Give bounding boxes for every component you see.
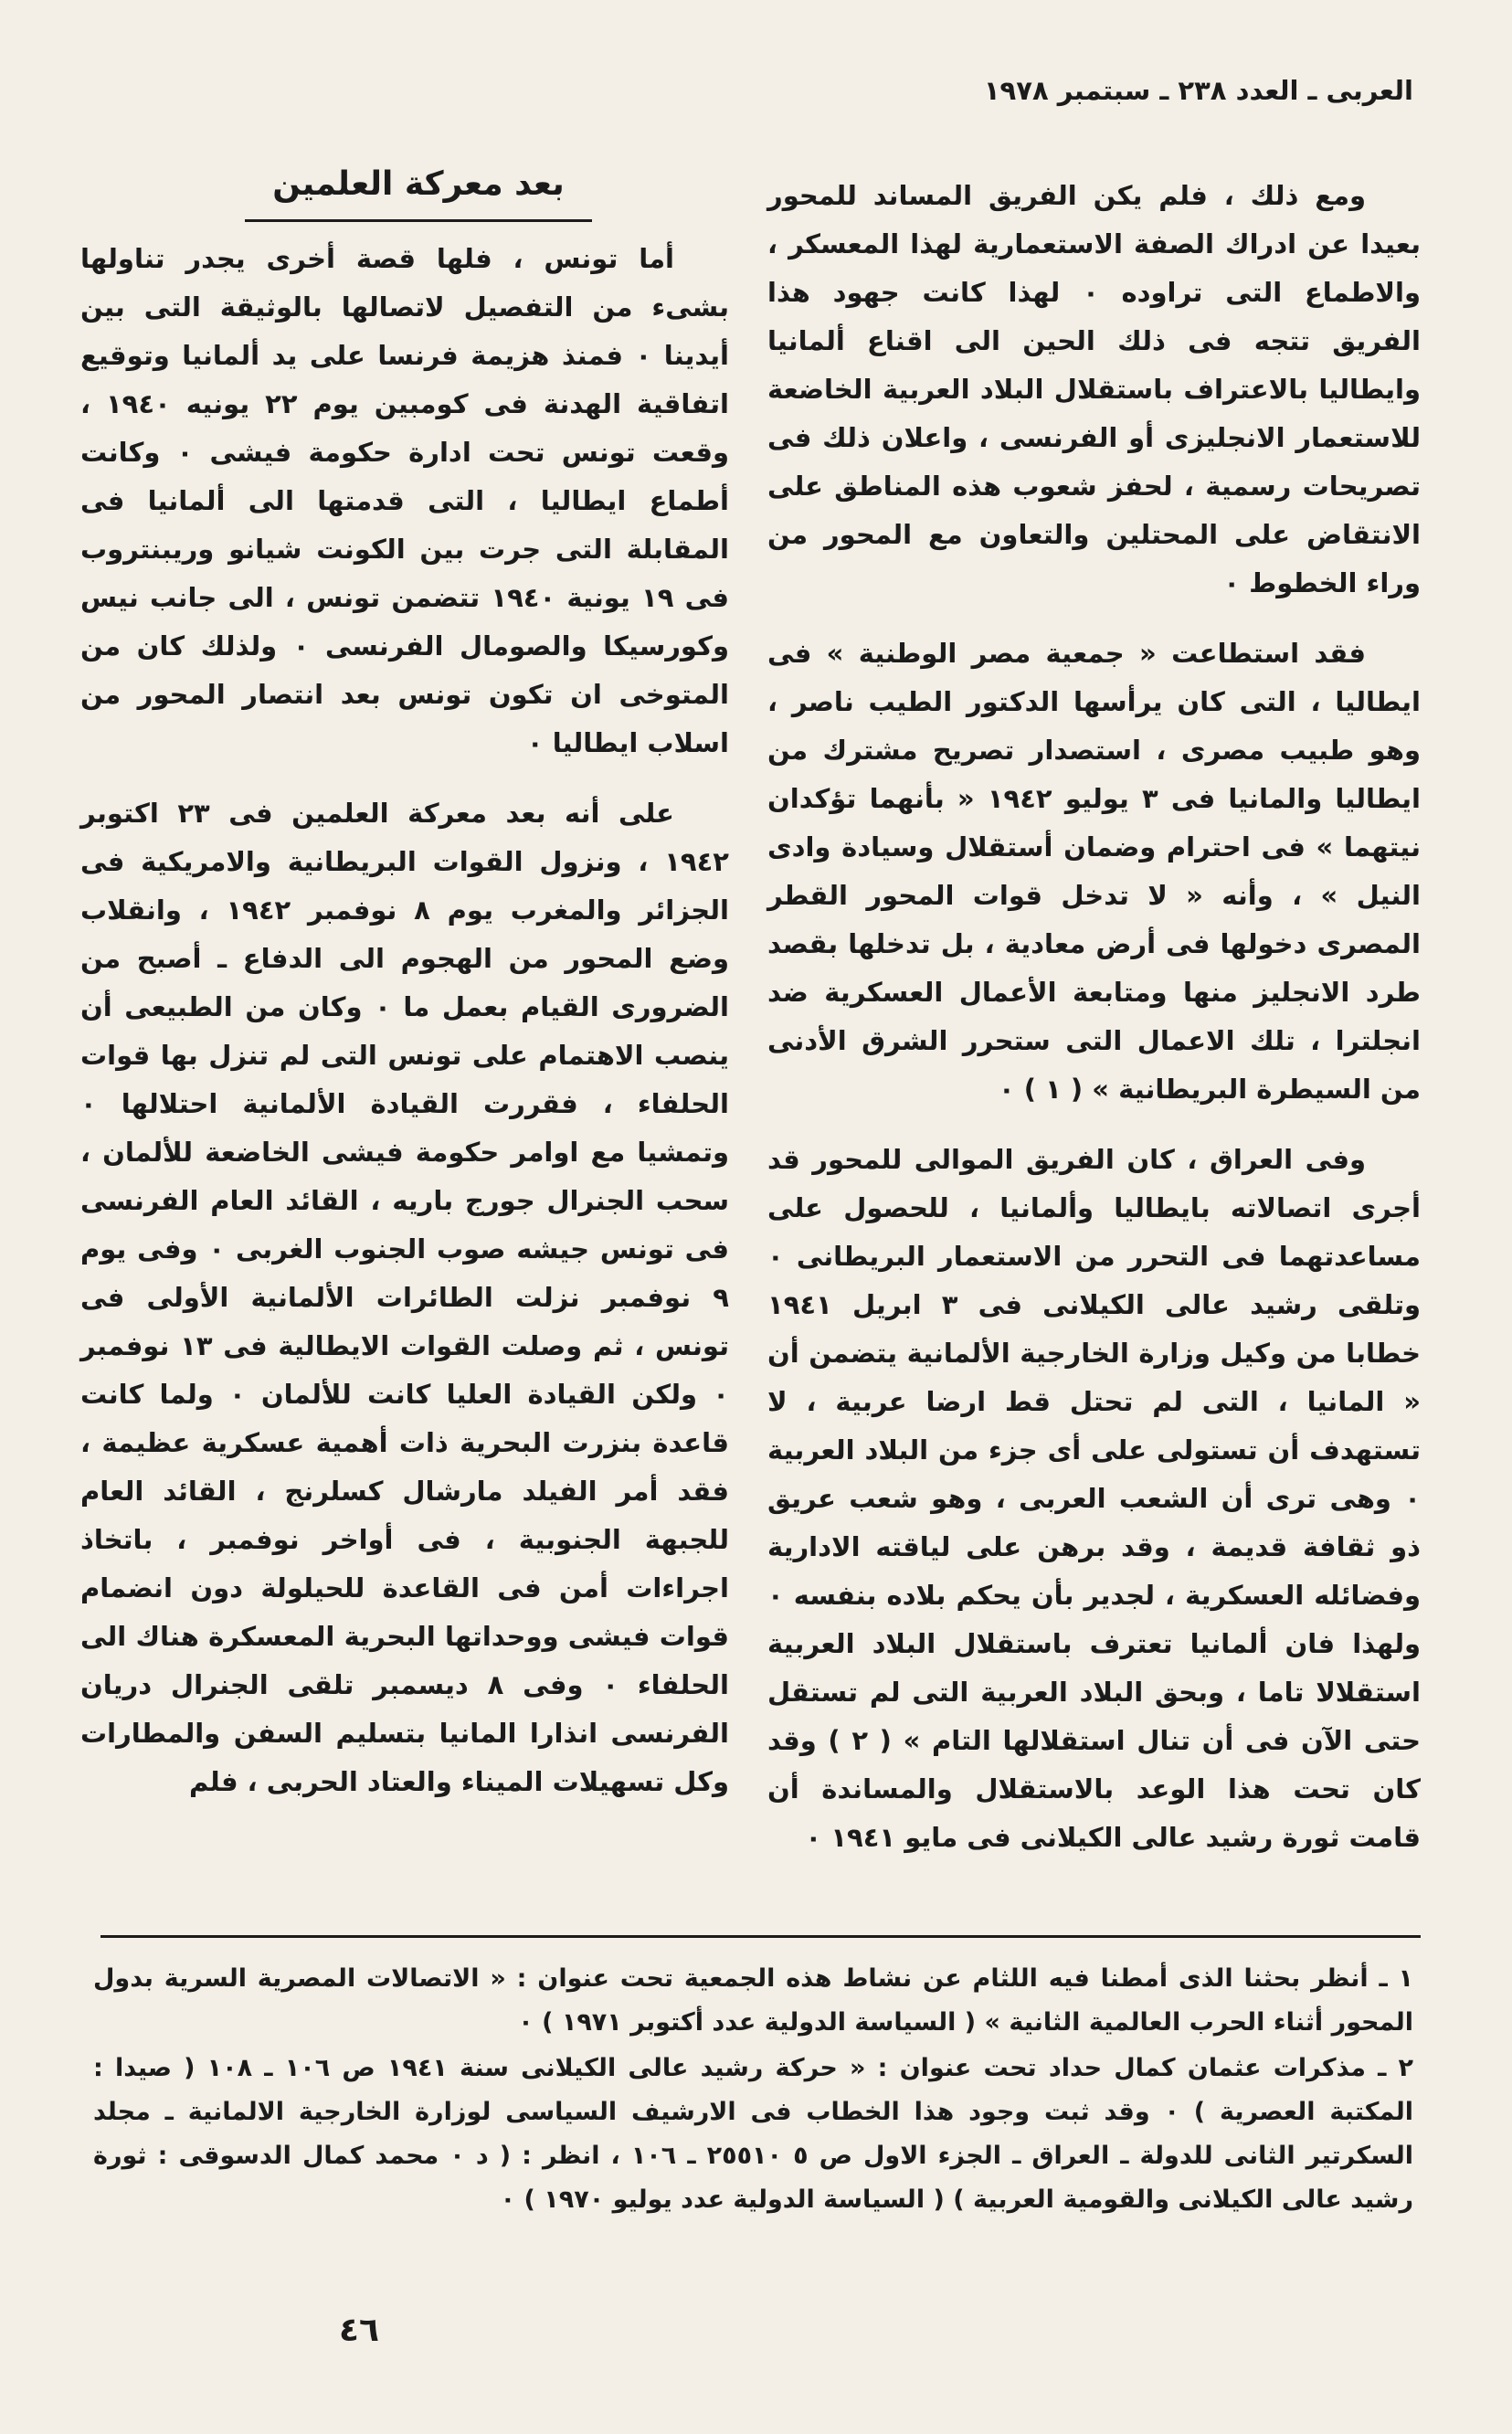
- paragraph: ومع ذلك ، فلم يكن الفريق المساند للمحور بعيدا عن ادراك الصفة الاستعمارية لهذا المعسكر ، والاطماع التى تراوده ٠ لهذا كانت جهود هذا الفريق تتجه فى ذلك الحين الى اقناع ألمانيا وايطاليا بالاعتراف باستقلال البلاد العربية الخاضعة للاستعمار الانجليزى أو الفرنسى ، واعلان ذلك فى تصريحات رسمية ، لحفز شعوب هذه المناطق على الانتقاض على المحتلين والتعاون مع المحور من وراء الخطوط ٠: [767, 180, 1421, 598]
- footnotes: [93, 1957, 1413, 2224]
- page-number: ٤٦: [339, 2312, 379, 2349]
- right-column: [767, 172, 1421, 1884]
- footnote-divider: [100, 1935, 1421, 1938]
- running-header: العربى ـ العدد ٢٣٨ ـ سبتمبر ١٩٧٨: [983, 75, 1413, 106]
- paragraph: فقد استطاعت « جمعية مصر الوطنية » فى ايطاليا ، التى كان يرأسها الدكتور الطيب ناصر ، وهو طبيب مصرى ، استصدار تصريح مشترك من ايطاليا والمانيا فى ٣ يوليو ١٩٤٢ « بأنهما تؤكدان نيتهما » فى احترام وضمان أستقلال وسيادة وادى النيل » ، وأنه « لا تدخل قوات المحور القطر المصرى دخولها فى أرض معادية ، بل تدخلها بقصد طرد الانجليز منها ومتابعة الأعمال العسكرية ضد انجلترا ، تلك الاعمال التى ستحرر الشرق الأدنى من السيطرة البريطانية » ( ١ ) ٠: [767, 638, 1421, 1105]
- left-column: [80, 160, 729, 1828]
- section-heading: بعد معركة العلمين: [245, 160, 592, 222]
- footnote: ١ ـ أنظر بحثنا الذى أمطنا فيه اللثام عن نشاط هذه الجمعية تحت عنوان : « الاتصالات المصرية السرية بدول المحور أثناء الحرب العالمية الثانية » ( السياسة الدولية عدد أكتوبر ١٩٧١ ) ٠: [93, 1964, 1413, 2037]
- footnote: ٢ ـ مذكرات عثمان كمال حداد تحت عنوان : « حركة رشيد عالى الكيلانى سنة ١٩٤١ ص ١٠٦ ـ ١٠٨ ( صيدا : المكتبة العصرية ) ٠ وقد ثبت وجود هذا الخطاب فى الارشيف السياسى لوزارة الخارجية الالمانية ـ مجلد السكرتير الثانى للدولة ـ العراق ـ الجزء الاول ص ٥ ٢٥٥١٠ ـ ١٠٦ ، انظر : ( د ٠ محمد كمال الدسوقى : ثورة رشيد عالى الكيلانى والقومية العربية ) ( السياسة الدولية عدد يوليو ١٩٧٠ ) ٠: [93, 2054, 1414, 2214]
- paragraph: على أنه بعد معركة العلمين فى ٢٣ اكتوبر ١٩٤٢ ، ونزول القوات البريطانية والامريكية فى الجزائر والمغرب يوم ٨ نوفمبر ١٩٤٢ ، وانقلاب وضع المحور من الهجوم الى الدفاع ـ أصبح من الضرورى القيام بعمل ما ٠ وكان من الطبيعى أن ينصب الاهتمام على تونس التى لم تنزل بها قوات الحلفاء ، فقررت القيادة الألمانية احتلالها ٠ وتمشيا مع اوامر حكومة فيشى الخاضعة للألمان ، سحب الجنرال جورج باريه ، القائد العام الفرنسى فى تونس جيشه صوب الجنوب الغربى ٠ وفى يوم ٩ نوفمبر نزلت الطائرات الألمانية الأولى فى تونس ، ثم وصلت القوات الايطالية فى ١٣ نوفمبر ٠ ولكن القيادة العليا كانت للألمان ٠ ولما كانت قاعدة بنزرت البحرية ذات أهمية عسكرية عظيمة ، فقد أمر الفيلد مارشال كسلرنج ، القائد العام للجبهة الجنوبية ، فى أواخر نوفمبر ، باتخاذ اجراءات أمن فى القاعدة للحيلولة دون انضمام قوات فيشى ووحداتها البحرية المعسكرة هناك الى الحلفاء ٠ وفى ٨ ديسمبر تلقى الجنرال دريان الفرنسى انذارا المانيا بتسليم السفن والمطارات وكل تسهيلات الميناء والعتاد الحربى ، فلم: [80, 798, 730, 1797]
- paragraph: وفى العراق ، كان الفريق الموالى للمحور قد أجرى اتصالاته بايطاليا وألمانيا ، للحصول على مساعدتهما فى التحرر من الاستعمار البريطانى ٠ وتلقى رشيد عالى الكيلانى فى ٣ ابريل ١٩٤١ خطابا من وكيل وزارة الخارجية الألمانية يتضمن أن « المانيا ، التى لم تحتل قط ارضا عربية ، لا تستهدف أن تستولى على أى جزء من البلاد العربية ٠ وهى ترى أن الشعب العربى ، وهو شعب عريق ذو ثقافة قديمة ، وقد برهن على لياقته الادارية وفضائله العسكرية ، لجدير بأن يحكم بلاده بنفسه ٠ ولهذا فان ألمانيا تعترف باستقلال البلاد العربية استقلالا تاما ، وبحق البلاد العربية التى لم تستقل حتى الآن فى أن تنال استقلالها التام » ( ٢ ) وقد كان تحت هذا الوعد بالاستقلال والمساندة أن قامت ثورة رشيد عالى الكيلانى فى مايو ١٩٤١ ٠: [767, 1144, 1421, 1853]
- paragraph: أما تونس ، فلها قصة أخرى يجدر تناولها بشىء من التفصيل لاتصالها بالوثيقة التى بين أيدينا ٠ فمنذ هزيمة فرنسا على يد ألمانيا وتوقيع اتفاقية الهدنة فى كومبين يوم ٢٢ يونيه ١٩٤٠ ، وقعت تونس تحت ادارة حكومة فيشى ٠ وكانت أطماع ايطاليا ، التى قدمتها الى ألمانيا فى المقابلة التى جرت بين الكونت شيانو وريبنتروب فى ١٩ يونية ١٩٤٠ تتضمن تونس ، الى جانب نيس وكورسيكا والصومال الفرنسى ٠ ولذلك كان من المتوخى ان تكون تونس بعد انتصار المحور من اسلاب ايطاليا ٠: [80, 243, 730, 758]
